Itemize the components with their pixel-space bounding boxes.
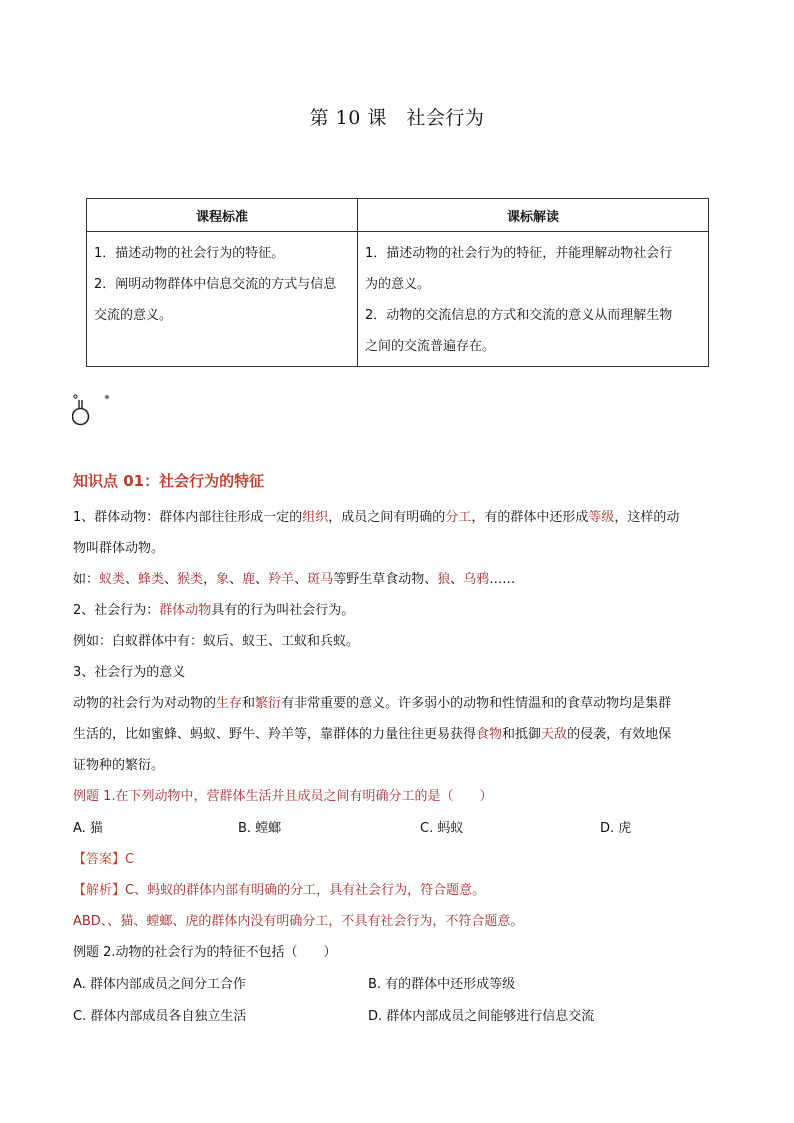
termite-example: 例如：白蚁群体中有：蚁后、蚁王、工蚁和兵蚁。 <box>73 634 360 649</box>
text-run: ，这样的动 <box>614 510 680 525</box>
analysis-line-2: ABD、、猫、螳螂、虎的群体内没有明确分工，不具有社会行为，不符合题意。 <box>73 914 524 929</box>
text-run: 动物的社会行为对动物的 <box>73 696 217 711</box>
option-b: B. 有的群体中还形成等级 <box>368 977 516 992</box>
example-separator: 、 <box>255 572 269 587</box>
header-interpretation: 课标解读 <box>358 199 709 232</box>
table-row <box>87 232 709 367</box>
paragraph-significance-cont <box>73 726 671 744</box>
page-title: 第 10 课 社会行为 <box>309 107 485 129</box>
option-d: D. 虎 <box>600 821 632 836</box>
question-2-stem: 例题 2.动物的社会行为的特征不包括（ ） <box>73 945 337 960</box>
highlight-term: 组织 <box>302 510 329 525</box>
example-separator: 、 <box>164 572 178 587</box>
interpretation-line: 1．描述动物的社会行为的特征，并能理解动物社会行 <box>365 246 673 261</box>
standard-line: 1．描述动物的社会行为的特征。 <box>94 246 285 261</box>
question-2-options-row-1 <box>73 976 733 994</box>
option-a: A. 猫 <box>73 821 103 836</box>
paragraph-group-animal <box>73 509 679 527</box>
highlight-term: 天敌 <box>541 727 568 742</box>
examples-line <box>73 571 515 589</box>
paragraph-social-behavior <box>73 602 354 620</box>
option-d: D. 群体内部成员之间能够进行信息交流 <box>368 1009 595 1024</box>
example-animal: 蚁类 <box>99 572 126 587</box>
standard-cell <box>87 232 358 367</box>
highlight-term: 等级 <box>588 510 615 525</box>
option-b: B. 螳螂 <box>238 821 282 836</box>
flask-icon <box>72 393 114 427</box>
text-run: ，有的群体中还形成 <box>471 510 589 525</box>
interpretation-line: 为的意义。 <box>365 277 431 292</box>
text-run: 和抵御 <box>502 727 542 742</box>
text-run: 1、群体动物：群体内部往往形成一定的 <box>73 510 303 525</box>
paragraph-continuation: 物叫群体动物。 <box>73 541 165 556</box>
example-separator: 等野生草食动物、 <box>333 572 438 587</box>
question-1-stem <box>73 788 493 806</box>
example-separator: 、 <box>294 572 308 587</box>
standard-line: 交流的意义。 <box>94 308 173 323</box>
text-run: 有非常重要的意义。许多弱小的动物和性情温和的食草动物均是集群 <box>281 696 672 711</box>
highlight-term: 生存 <box>216 696 243 711</box>
table-header-row <box>87 199 709 232</box>
text-run: 如： <box>73 572 100 587</box>
option-c: C. 蚂蚁 <box>420 821 464 836</box>
header-standard: 课程标准 <box>87 199 358 232</box>
interpretation-line: 2．动物的交流信息的方式和交流的意义从而理解生物 <box>365 308 673 323</box>
example-animal: 鹿 <box>242 572 256 587</box>
option-c: C. 群体内部成员各自独立生活 <box>73 1009 247 1024</box>
text-run: 具有的行为叫社会行为。 <box>211 603 355 618</box>
answer-line: 【答案】C <box>73 852 135 867</box>
question-1-options <box>73 820 733 838</box>
example-separator: 、 <box>450 572 464 587</box>
example-animal: 猴类 <box>177 572 204 587</box>
highlight-term: 食物 <box>476 727 503 742</box>
text-run: 2、社会行为： <box>73 603 160 618</box>
curriculum-standards-table <box>86 198 709 367</box>
highlight-term: 群体动物 <box>159 603 212 618</box>
interpretation-line: 之间的交流普遍存在。 <box>365 339 496 354</box>
example-separator: 、 <box>229 572 243 587</box>
sparkle-icon <box>105 395 110 400</box>
text-run: 生活的，比如蜜蜂、蚂蚁、野牛、羚羊等，靠群体的力量往往更易获得 <box>73 727 477 742</box>
subsection-title: 3、社会行为的意义 <box>73 665 186 680</box>
example-separator: 、 <box>125 572 139 587</box>
example-separator: …… <box>489 572 516 587</box>
analysis-text: C、蚂蚁的群体内部有明确的分工，具有社会行为，符合题意。 <box>125 883 486 898</box>
question-2-options-row-2 <box>73 1008 733 1026</box>
option-a: A. 群体内部成员之间分工合作 <box>73 977 246 992</box>
paragraph-significance <box>73 695 671 713</box>
analysis-label: 【解析】 <box>73 883 126 898</box>
paragraph-significance-end: 证物种的繁衍。 <box>73 758 165 773</box>
section-heading: 知识点 01：社会行为的特征 <box>73 472 265 490</box>
standard-line: 2．阐明动物群体中信息交流的方式与信息 <box>94 277 337 292</box>
text-run: 和 <box>242 696 256 711</box>
text-run: 的侵袭，有效地保 <box>567 727 672 742</box>
analysis-line <box>73 882 485 900</box>
example-animal: 狼 <box>437 572 451 587</box>
highlight-term: 繁衍 <box>255 696 282 711</box>
example-animal: 羚羊 <box>268 572 295 587</box>
example-animal: 蜂类 <box>138 572 165 587</box>
question-stem-text: 例题 1.在下列动物中，营群体生活并且成员之间有明确分工的是（ ） <box>73 789 493 804</box>
examples-list <box>99 572 515 587</box>
example-animal: 象 <box>216 572 230 587</box>
example-separator: ， <box>203 572 217 587</box>
interpretation-cell <box>358 232 709 367</box>
example-animal: 斑马 <box>307 572 334 587</box>
example-animal: 乌鸦 <box>463 572 490 587</box>
text-run: ，成员之间有明确的 <box>328 510 446 525</box>
highlight-term: 分工 <box>445 510 472 525</box>
